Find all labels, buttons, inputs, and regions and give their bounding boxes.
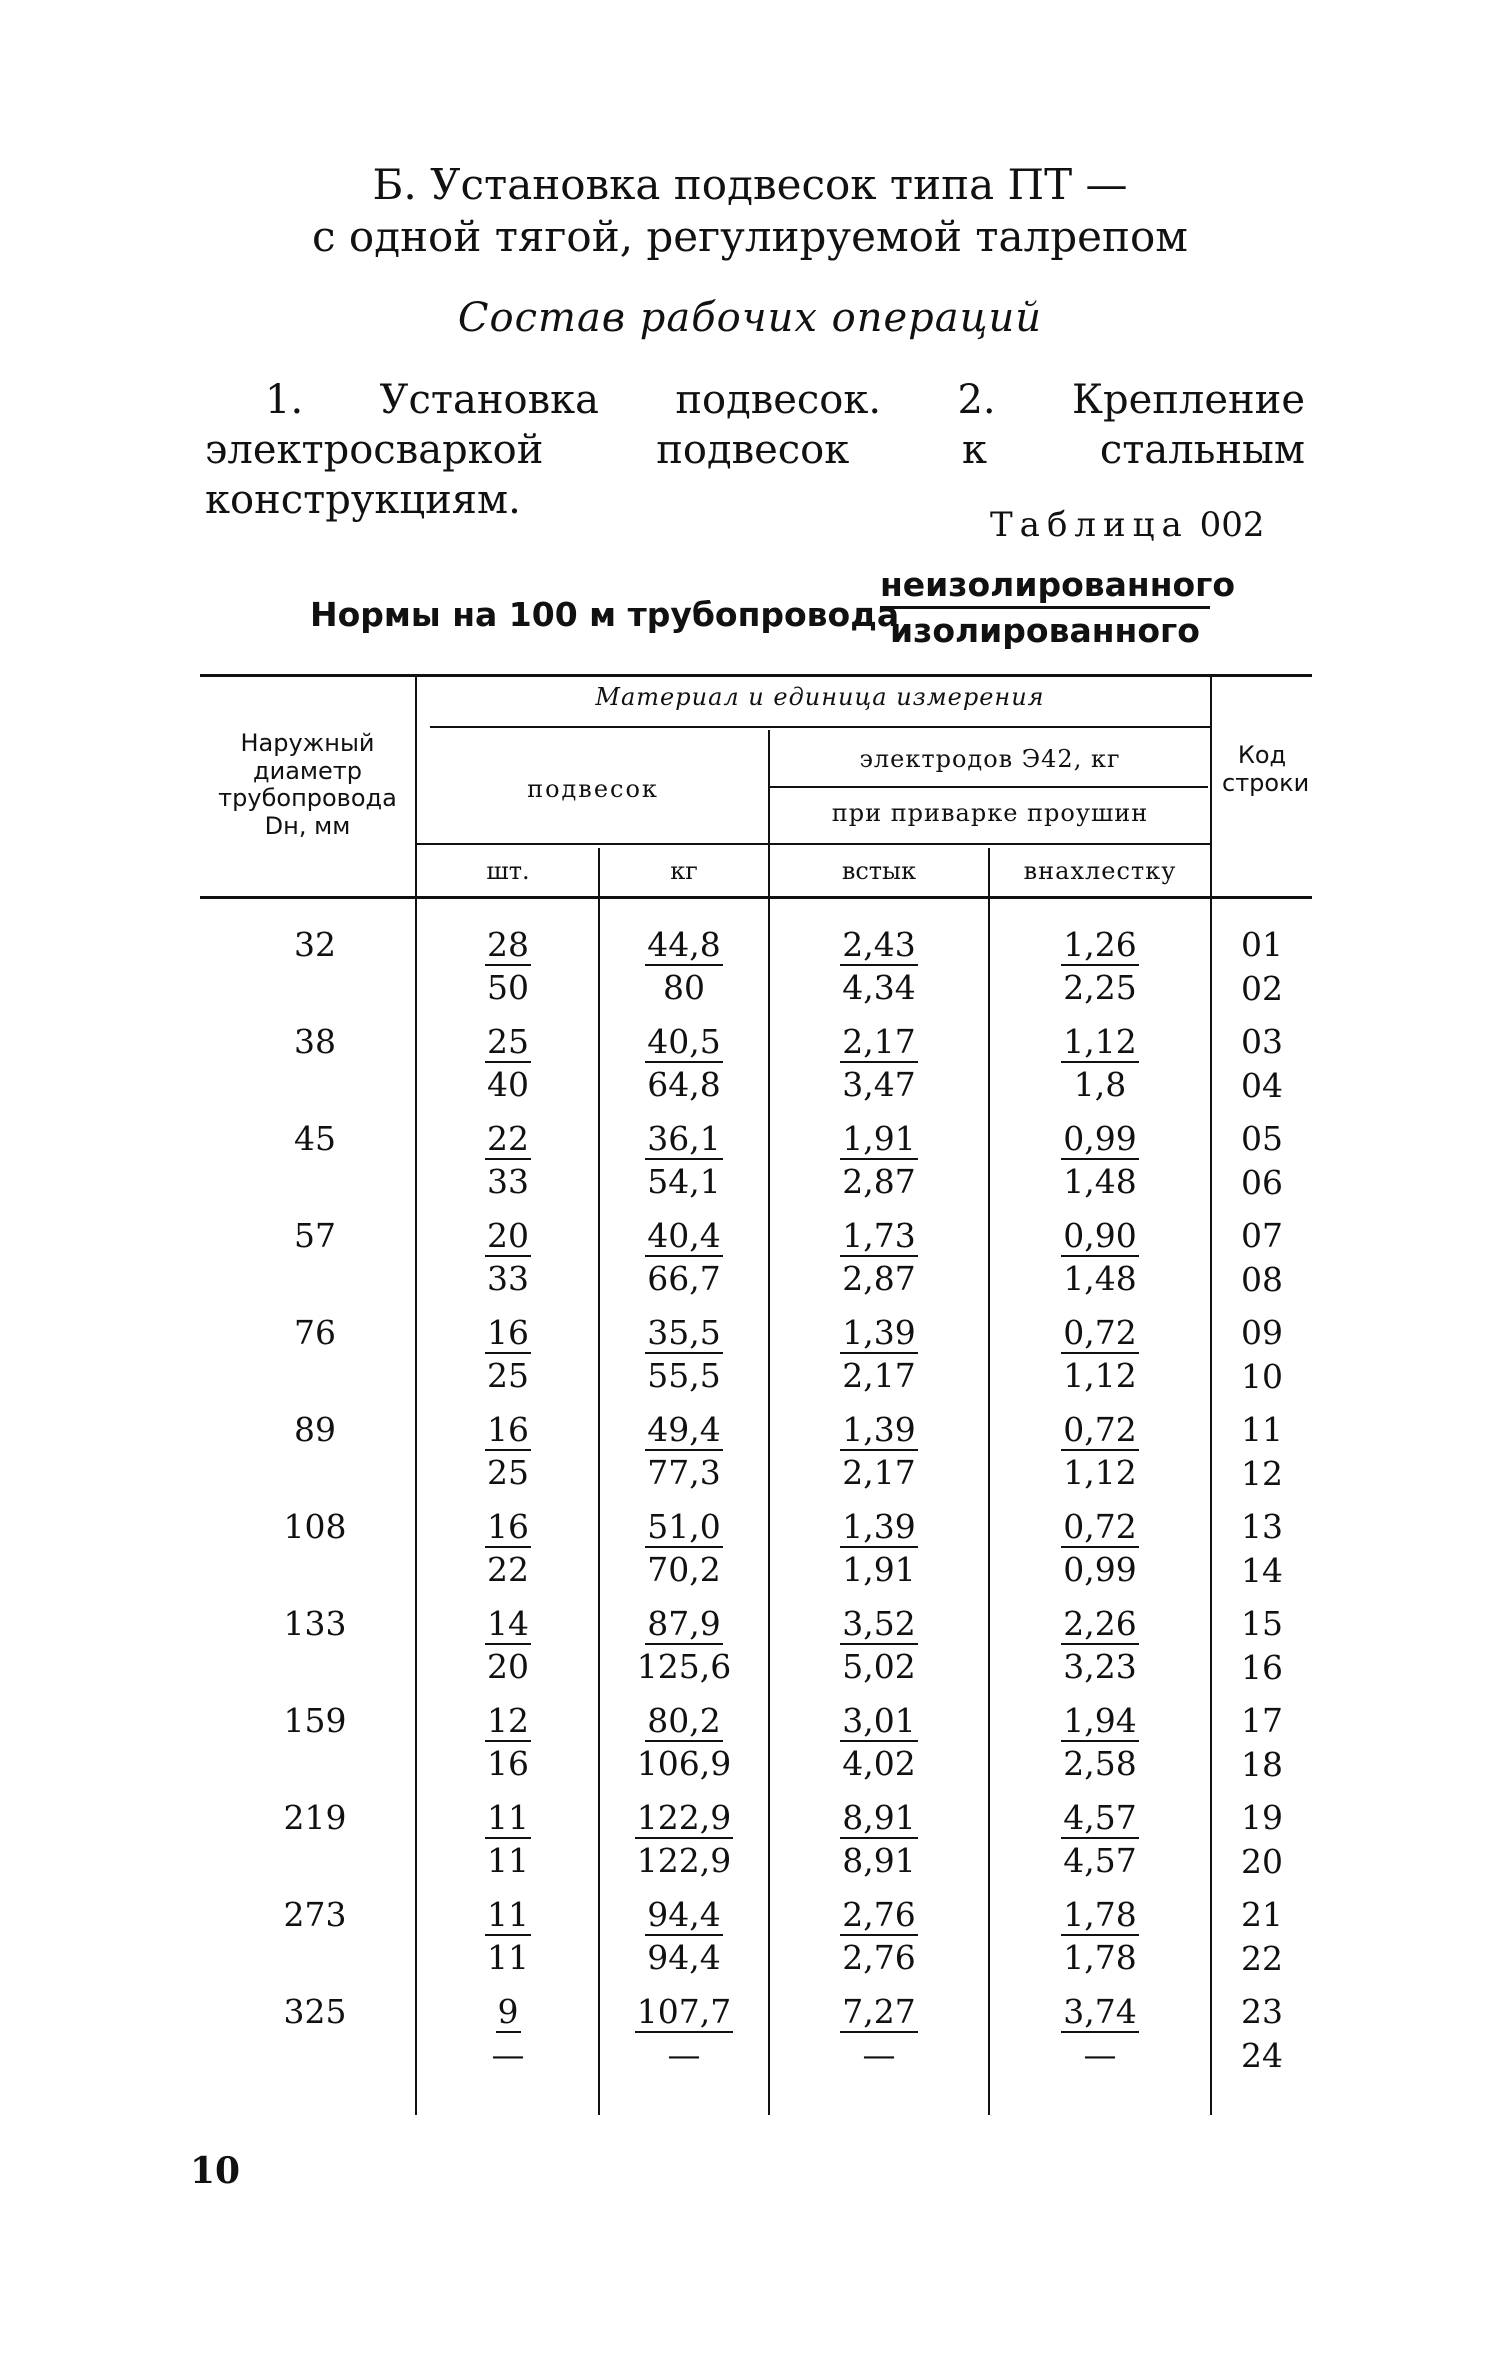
pcs-cell xyxy=(418,925,598,1007)
kg-denominator: 122,9 xyxy=(636,1841,732,1880)
subtitle: Состав рабочих операций xyxy=(457,295,1043,341)
pcs-numerator: 20 xyxy=(487,1216,529,1255)
code-value: 08 xyxy=(1241,1260,1283,1299)
diameter-cell: 45 xyxy=(294,1119,336,1158)
kg-cell xyxy=(600,1992,768,2074)
kg-denominator: 70,2 xyxy=(647,1550,721,1589)
code-value: 22 xyxy=(1241,1939,1283,1978)
pcs-cell xyxy=(418,1410,598,1492)
pcs-denominator: 25 xyxy=(487,1356,529,1395)
kg-numerator: 44,8 xyxy=(647,925,721,964)
pcs-numerator: 25 xyxy=(487,1022,529,1061)
norms-lead: Нормы на 100 м трубопровода xyxy=(310,595,900,634)
code-value: 14 xyxy=(1241,1551,1283,1590)
code-value: 06 xyxy=(1241,1163,1283,1202)
kg-cell xyxy=(600,925,768,1007)
butt-denominator: — xyxy=(862,2035,896,2074)
butt-cell xyxy=(770,1119,988,1201)
section-title-line1: Б. Установка подвесок типа ПТ — xyxy=(372,160,1128,209)
diameter-cell: 325 xyxy=(283,1992,347,2031)
pcs-denominator: 33 xyxy=(487,1259,529,1298)
pcs-cell xyxy=(418,1216,598,1298)
code-value: 13 xyxy=(1241,1507,1283,1546)
pcs-cell xyxy=(418,1507,598,1589)
butt-numerator: 2,76 xyxy=(842,1895,916,1934)
kg-cell xyxy=(600,1022,768,1104)
butt-denominator: 2,17 xyxy=(842,1453,916,1492)
butt-denominator: 2,87 xyxy=(842,1259,916,1298)
overlap-cell xyxy=(990,1022,1210,1104)
kg-numerator: 35,5 xyxy=(647,1313,721,1352)
kg-denominator: 55,5 xyxy=(647,1356,721,1395)
header-overlap: внахлестку xyxy=(1023,857,1177,885)
kg-numerator: 94,4 xyxy=(647,1895,721,1934)
pcs-numerator: 16 xyxy=(487,1313,529,1352)
diameter-cell: 108 xyxy=(283,1507,347,1546)
overlap-numerator: 1,26 xyxy=(1063,925,1137,964)
kg-denominator: 64,8 xyxy=(647,1065,721,1104)
pcs-cell xyxy=(418,1895,598,1977)
code-cell xyxy=(1212,1796,1312,1884)
header-butt: встык xyxy=(841,857,917,885)
butt-cell xyxy=(770,925,988,1007)
header-hangers: подвесок xyxy=(527,775,659,803)
code-value: 16 xyxy=(1241,1648,1283,1687)
pcs-cell xyxy=(418,1022,598,1104)
kg-denominator: 77,3 xyxy=(647,1453,721,1492)
code-cell xyxy=(1212,1214,1312,1302)
pcs-numerator: 12 xyxy=(487,1701,529,1740)
pcs-numerator: 11 xyxy=(487,1798,529,1837)
code-value: 01 xyxy=(1241,925,1283,964)
kg-cell xyxy=(600,1216,768,1298)
code-value: 05 xyxy=(1241,1119,1283,1158)
butt-cell xyxy=(770,1604,988,1686)
kg-denominator: — xyxy=(667,2035,701,2074)
butt-numerator: 7,27 xyxy=(842,1992,916,2031)
diameter-cell: 76 xyxy=(294,1313,336,1352)
code-value: 18 xyxy=(1241,1745,1283,1784)
code-cell xyxy=(1212,1602,1312,1690)
overlap-cell xyxy=(990,1895,1210,1977)
butt-numerator: 1,39 xyxy=(842,1410,916,1449)
code-value: 23 xyxy=(1241,1992,1283,2031)
diameter-cell: 219 xyxy=(283,1798,347,1837)
pcs-denominator: 33 xyxy=(487,1162,529,1201)
diameter-cell: 89 xyxy=(294,1410,336,1449)
table-label-number: 002 xyxy=(1199,505,1265,545)
material-rule xyxy=(430,726,1210,728)
code-value: 07 xyxy=(1241,1216,1283,1255)
pcs-numerator: 28 xyxy=(487,925,529,964)
pcs-numerator: 16 xyxy=(487,1410,529,1449)
diameter-cell: 133 xyxy=(283,1604,347,1643)
overlap-cell xyxy=(990,1604,1210,1686)
code-cell xyxy=(1212,1117,1312,1205)
overlap-denominator: — xyxy=(1083,2035,1117,2074)
kg-numerator: 87,9 xyxy=(647,1604,721,1643)
pcs-denominator: 16 xyxy=(487,1744,529,1783)
kg-cell xyxy=(600,1895,768,1977)
kg-cell xyxy=(600,1410,768,1492)
overlap-denominator: 1,48 xyxy=(1063,1162,1137,1201)
pcs-denominator: 22 xyxy=(487,1550,529,1589)
code-cell xyxy=(1212,1505,1312,1593)
header-material: Материал и единица измерения xyxy=(595,683,1045,711)
diameter-cell: 273 xyxy=(283,1895,347,1934)
overlap-denominator: 1,48 xyxy=(1063,1259,1137,1298)
overlap-numerator: 0,99 xyxy=(1063,1119,1137,1158)
overlap-numerator: 0,72 xyxy=(1063,1410,1137,1449)
kg-numerator: 49,4 xyxy=(647,1410,721,1449)
overlap-cell xyxy=(990,1992,1210,2074)
overlap-numerator: 0,72 xyxy=(1063,1313,1137,1352)
norms-numerator: неизолированного xyxy=(880,565,1210,609)
header-pcs: шт. xyxy=(486,857,530,885)
code-cell xyxy=(1212,923,1312,1011)
pcs-denominator: 25 xyxy=(487,1453,529,1492)
pcs-cell xyxy=(418,1313,598,1395)
kg-denominator: 94,4 xyxy=(647,1938,721,1977)
butt-cell xyxy=(770,1410,988,1492)
kg-numerator: 40,5 xyxy=(647,1022,721,1061)
overlap-denominator: 4,57 xyxy=(1063,1841,1137,1880)
table-label xyxy=(990,505,1265,545)
code-cell xyxy=(1212,1699,1312,1787)
kg-cell xyxy=(600,1507,768,1589)
overlap-cell xyxy=(990,925,1210,1007)
overlap-cell xyxy=(990,1216,1210,1298)
kg-numerator: 107,7 xyxy=(636,1992,732,2031)
code-value: 24 xyxy=(1241,2036,1283,2075)
butt-denominator: 2,17 xyxy=(842,1356,916,1395)
butt-cell xyxy=(770,1022,988,1104)
butt-denominator: 4,34 xyxy=(842,968,916,1007)
pcs-cell xyxy=(418,1604,598,1686)
header-electrodes: электродов Э42, кг xyxy=(859,745,1121,773)
header-code: Код строки xyxy=(1222,741,1310,797)
kg-denominator: 80 xyxy=(663,968,705,1007)
code-value: 11 xyxy=(1241,1410,1283,1449)
code-cell xyxy=(1212,1893,1312,1981)
header-kg: кг xyxy=(670,857,698,885)
butt-denominator: 2,87 xyxy=(842,1162,916,1201)
kg-cell xyxy=(600,1119,768,1201)
section-title-line2: с одной тягой, регулируемой талрепом xyxy=(312,212,1188,261)
pcs-cell xyxy=(418,1701,598,1783)
code-value: 20 xyxy=(1241,1842,1283,1881)
overlap-numerator: 3,74 xyxy=(1063,1992,1137,2031)
diameter-cell: 38 xyxy=(294,1022,336,1061)
kg-numerator: 36,1 xyxy=(647,1119,721,1158)
code-cell xyxy=(1212,1408,1312,1496)
pcs-numerator: 11 xyxy=(487,1895,529,1934)
overlap-denominator: 2,58 xyxy=(1063,1744,1137,1783)
overlap-cell xyxy=(990,1119,1210,1201)
kg-denominator: 106,9 xyxy=(636,1744,732,1783)
overlap-numerator: 1,12 xyxy=(1063,1022,1137,1061)
table-header-bottom-rule xyxy=(200,896,1312,899)
kg-cell xyxy=(600,1701,768,1783)
kg-denominator: 125,6 xyxy=(636,1647,732,1686)
pcs-denominator: 50 xyxy=(487,968,529,1007)
overlap-cell xyxy=(990,1313,1210,1395)
subheader-rule xyxy=(415,843,1210,845)
butt-numerator: 2,43 xyxy=(842,925,916,964)
header-welding: при приварке проушин xyxy=(831,799,1149,827)
norms-denominator: изолированного xyxy=(890,611,1200,650)
butt-numerator: 8,91 xyxy=(842,1798,916,1837)
pcs-cell xyxy=(418,1119,598,1201)
kg-numerator: 80,2 xyxy=(647,1701,721,1740)
overlap-numerator: 0,90 xyxy=(1063,1216,1137,1255)
overlap-denominator: 2,25 xyxy=(1063,968,1137,1007)
kg-numerator: 51,0 xyxy=(647,1507,721,1546)
butt-denominator: 4,02 xyxy=(842,1744,916,1783)
pcs-denominator: 11 xyxy=(487,1938,529,1977)
overlap-cell xyxy=(990,1507,1210,1589)
overlap-denominator: 1,12 xyxy=(1063,1453,1137,1492)
overlap-numerator: 1,78 xyxy=(1063,1895,1137,1934)
diameter-cell: 159 xyxy=(283,1701,347,1740)
pcs-denominator: 20 xyxy=(487,1647,529,1686)
operations-text: 1. Установка подвесок. 2. Крепление электросваркой подвесок к стальным конструкциям. xyxy=(205,377,1305,523)
pcs-numerator: 22 xyxy=(487,1119,529,1158)
butt-cell xyxy=(770,1313,988,1395)
code-value: 04 xyxy=(1241,1066,1283,1105)
pcs-numerator: 14 xyxy=(487,1604,529,1643)
butt-numerator: 3,01 xyxy=(842,1701,916,1740)
butt-cell xyxy=(770,1216,988,1298)
overlap-numerator: 1,94 xyxy=(1063,1701,1137,1740)
table-vline-1 xyxy=(415,677,417,2115)
overlap-cell xyxy=(990,1701,1210,1783)
overlap-cell xyxy=(990,1798,1210,1880)
kg-numerator: 122,9 xyxy=(636,1798,732,1837)
code-value: 17 xyxy=(1241,1701,1283,1740)
table-top-rule xyxy=(200,674,1312,677)
butt-cell xyxy=(770,1992,988,2074)
butt-numerator: 1,91 xyxy=(842,1119,916,1158)
diameter-cell: 32 xyxy=(294,925,336,964)
overlap-denominator: 0,99 xyxy=(1063,1550,1137,1589)
code-cell xyxy=(1212,1990,1312,2078)
overlap-cell xyxy=(990,1410,1210,1492)
kg-numerator: 40,4 xyxy=(647,1216,721,1255)
code-cell xyxy=(1212,1311,1312,1399)
butt-denominator: 5,02 xyxy=(842,1647,916,1686)
butt-numerator: 1,39 xyxy=(842,1507,916,1546)
overlap-numerator: 2,26 xyxy=(1063,1604,1137,1643)
kg-denominator: 66,7 xyxy=(647,1259,721,1298)
pcs-cell xyxy=(418,1798,598,1880)
code-value: 03 xyxy=(1241,1022,1283,1061)
code-value: 19 xyxy=(1241,1798,1283,1837)
overlap-denominator: 1,78 xyxy=(1063,1938,1137,1977)
kg-cell xyxy=(600,1604,768,1686)
butt-denominator: 8,91 xyxy=(842,1841,916,1880)
butt-denominator: 1,91 xyxy=(842,1550,916,1589)
overlap-numerator: 0,72 xyxy=(1063,1507,1137,1546)
butt-denominator: 3,47 xyxy=(842,1065,916,1104)
butt-numerator: 3,52 xyxy=(842,1604,916,1643)
butt-numerator: 1,39 xyxy=(842,1313,916,1352)
code-value: 21 xyxy=(1241,1895,1283,1934)
butt-cell xyxy=(770,1507,988,1589)
overlap-numerator: 4,57 xyxy=(1063,1798,1137,1837)
code-value: 12 xyxy=(1241,1454,1283,1493)
butt-numerator: 1,73 xyxy=(842,1216,916,1255)
electrodes-rule xyxy=(768,786,1208,788)
code-value: 02 xyxy=(1241,969,1283,1008)
pcs-cell xyxy=(418,1992,598,2074)
norms-fraction xyxy=(880,565,1236,650)
diameter-cell: 57 xyxy=(294,1216,336,1255)
pcs-denominator: — xyxy=(491,2035,525,2074)
page-number: 10 xyxy=(190,2150,241,2192)
kg-cell xyxy=(600,1313,768,1395)
butt-cell xyxy=(770,1895,988,1977)
table-label-word: Таблица xyxy=(990,505,1189,545)
code-value: 15 xyxy=(1241,1604,1283,1643)
overlap-denominator: 3,23 xyxy=(1063,1647,1137,1686)
code-cell xyxy=(1212,1020,1312,1108)
kg-cell xyxy=(600,1798,768,1880)
pcs-numerator: 16 xyxy=(487,1507,529,1546)
butt-denominator: 2,76 xyxy=(842,1938,916,1977)
kg-denominator: 54,1 xyxy=(647,1162,721,1201)
header-diameter: Наружный диаметр трубопровода Dн, мм xyxy=(218,729,397,840)
code-value: 10 xyxy=(1241,1357,1283,1396)
pcs-numerator: 9 xyxy=(497,1992,519,2031)
overlap-denominator: 1,8 xyxy=(1073,1065,1127,1104)
butt-cell xyxy=(770,1701,988,1783)
pcs-denominator: 11 xyxy=(487,1841,529,1880)
butt-cell xyxy=(770,1798,988,1880)
pcs-denominator: 40 xyxy=(487,1065,529,1104)
code-value: 09 xyxy=(1241,1313,1283,1352)
butt-numerator: 2,17 xyxy=(842,1022,916,1061)
overlap-denominator: 1,12 xyxy=(1063,1356,1137,1395)
